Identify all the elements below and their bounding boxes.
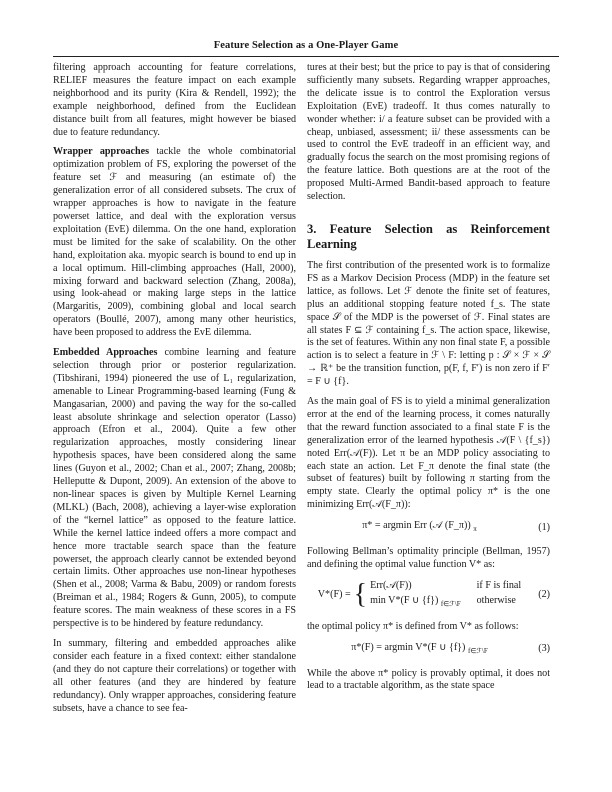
equation-3 xyxy=(307,642,550,658)
wrapper-heading: Wrapper approaches xyxy=(53,146,150,158)
right-column xyxy=(307,62,550,700)
paragraph-relief: filtering approach accounting for feature correlations, RELIEF measures the feature impact on each example neighborhood and its purity (Kira & Rendell, 1992); the example neighborhood, defined from the Euclidean distance built from all features, might however be biased due to feature redundancy. xyxy=(53,62,296,138)
wrapper-text: tackle the whole combinatorial optimization problem of FS, exploring the powerset of the feature set ℱ and measuring (an estimate of) the generalization error of all considered subsets. The crux of wrapper approaches is how to navigate in the feature powerset lattice, and deal with the exploration versus exploitation (EvE) dilemma. On the one hand, exploration must be limited for the sake of scalability. On the other hand, exploitation aka. myopic search is bound to end up in a local optimum. Hill-climbing approaches (Hall, 2000), mixing forward and backward selection (Zhang, 2008a), using look-ahead or making large steps in the lattice (Margaritis, 2009), combining global and local search operators (Boullé, 2007), among many other heuristics, have been proposed to address the EvE dilemma. xyxy=(53,146,296,339)
case-1-expression: Err(𝒜(F)) xyxy=(370,579,412,591)
equation-2-lhs: V*(F) = xyxy=(317,588,351,600)
equation-3-sub: f∈ℱ\F xyxy=(467,646,488,655)
equation-1-body xyxy=(307,520,532,536)
header-rule xyxy=(53,56,559,57)
paragraph-summary: In summary, filtering and embedded approaches alike consider each feature in a fixed context: either standalone (and they do not capture their correlations) or together with all other features (and they are hindered by feature redundancy). Only wrapper approaches, considering feature subsets, have a chance to see fea- xyxy=(53,637,296,714)
paragraph-eve: tures at their best; but the price to pay is that of considering sufficiently many subsets. Regarding wrapper approaches, the delicate issue is to control the Exploration versus Exploitation (EvE) tradeoff. It thus comes naturally to wonder whether: i/ a feature subset can be provided with a cheap, unbiased, assessment; ii/ these assessments can be used to control the EvE tradeoff in an efficient way, and gradually focus the search on the most promising regions of the feature lattice. Both questions are at the root of the proposed Multi-Armed Bandit-based approach to feature selection. xyxy=(307,62,550,203)
case-2-sub: f∈ℱ\F xyxy=(440,599,461,608)
equation-3-body xyxy=(307,642,532,658)
case-2-expression xyxy=(370,595,461,611)
equation-2-case-rows xyxy=(370,580,521,611)
paragraph-bellman: Following Bellman’s optimality principle (Bellman, 1957) and defining the optimal value function V* as: xyxy=(307,546,550,571)
case-2-condition: otherwise xyxy=(476,594,516,606)
left-column xyxy=(53,62,296,722)
case-2-expr-text: min V*(F ∪ {f}) xyxy=(370,594,439,606)
equation-1 xyxy=(307,520,550,536)
section-heading: 3. Feature Selection as Reinforcement Learning xyxy=(307,221,550,251)
left-brace-glyph: { xyxy=(353,579,368,611)
equation-3-text: π*(F) = argmin V*(F ∪ {f}) xyxy=(351,641,466,653)
equation-1-text: π* = argmin Err (𝒜 (F_π)) xyxy=(362,520,471,532)
embedded-text: combine learning and feature selection through prior or posterior regularization. (Tibshirani, 1994) pioneered the use of L₁ regularization, amenable to Linear Programming-based learning (Fung & Mangasarian, 2000) and paving the way for the so-called least absolute shrinkage and selection operator (Lasso) approach (Efron et al., 2004). Quite a few other regularization approaches, mostly considering linear hypothesis spaces, have been considered along the same lines (Guyon et al., 2002; Chan et al., 2007; Zhang, 2008b; Helleputte & Dupont, 2009). An extension of the above to non-linear spaces is given by Multiple Kernel Learning (MLKL) (Bach, 2008), achieving a layer-wise exploration of the “kernel lattice” as opposed to the feature lattice. While the kernel lattice indeed offers a more compact and hence more tractable search space than the feature powerset, the approach clearly cannot be extended beyond certain limits. Other approaches use non-linear hypotheses (Shen et al., 2008; Varma & Babu, 2009) or random forests (Breiman et al., 1984; Rogers & Gunn, 2005), to compute feature scores. The main weakness of these scores in a FS perspective is to be hindered by feature redundancy. xyxy=(53,347,296,630)
paragraph-wrapper xyxy=(53,146,296,340)
case-1-condition: if F is final xyxy=(476,579,522,591)
running-head: Feature Selection as a One-Player Game xyxy=(213,40,399,51)
paragraph-tractability: While the above π* policy is provably optimal, it does not lead to a tractable algorithm, as the state space xyxy=(307,667,550,692)
equation-2-number: (2) xyxy=(538,588,550,600)
equation-3-number: (3) xyxy=(538,643,550,655)
equation-1-number: (1) xyxy=(538,521,550,533)
paragraph-embedded xyxy=(53,347,296,631)
paragraph-mdp: The first contribution of the presented work is to formalize FS as a Markov Decision Process (MDP) in the feature set lattice, as follows. Let ℱ denote the finite set of features, plus an additional stopping feature noted f_s. The state space 𝒮 of the MDP is the powerset of ℱ. Final states are all states F ⊆ ℱ containing f_s. The action space, likewise, is the set of features. Within any non final state F, a possible action is to select a feature in ℱ \ F: letting p : 𝒮 × ℱ × 𝒮 → ℝ⁺ be the transition function, p(F, f, F′) is non zero if F′ = F ∪ {f}. xyxy=(307,259,550,388)
equation-2-body xyxy=(307,580,532,611)
equation-1-sub: π xyxy=(473,525,477,534)
embedded-heading: Embedded Approaches xyxy=(53,347,158,359)
paragraph-optimal-policy: the optimal policy π* is defined from V* as follows: xyxy=(307,620,519,632)
equation-2 xyxy=(307,580,550,611)
paragraph-reward: As the main goal of FS is to yield a minimal generalization error at the end of the learning process, it comes naturally that the reward function associated to a final state F is the generalization error of the learned hypothesis 𝒜(F \ {f_s}) noted Err(𝒜(F)). Let π be an MDP policy associating to each state an action. Let F_π denote the final state (the subset of features) built by following π starting from the empty state. Clearly the optimal policy π* is the one minimizing Err(𝒜(F_π)): xyxy=(307,396,550,511)
equation-2-cases xyxy=(318,580,521,611)
